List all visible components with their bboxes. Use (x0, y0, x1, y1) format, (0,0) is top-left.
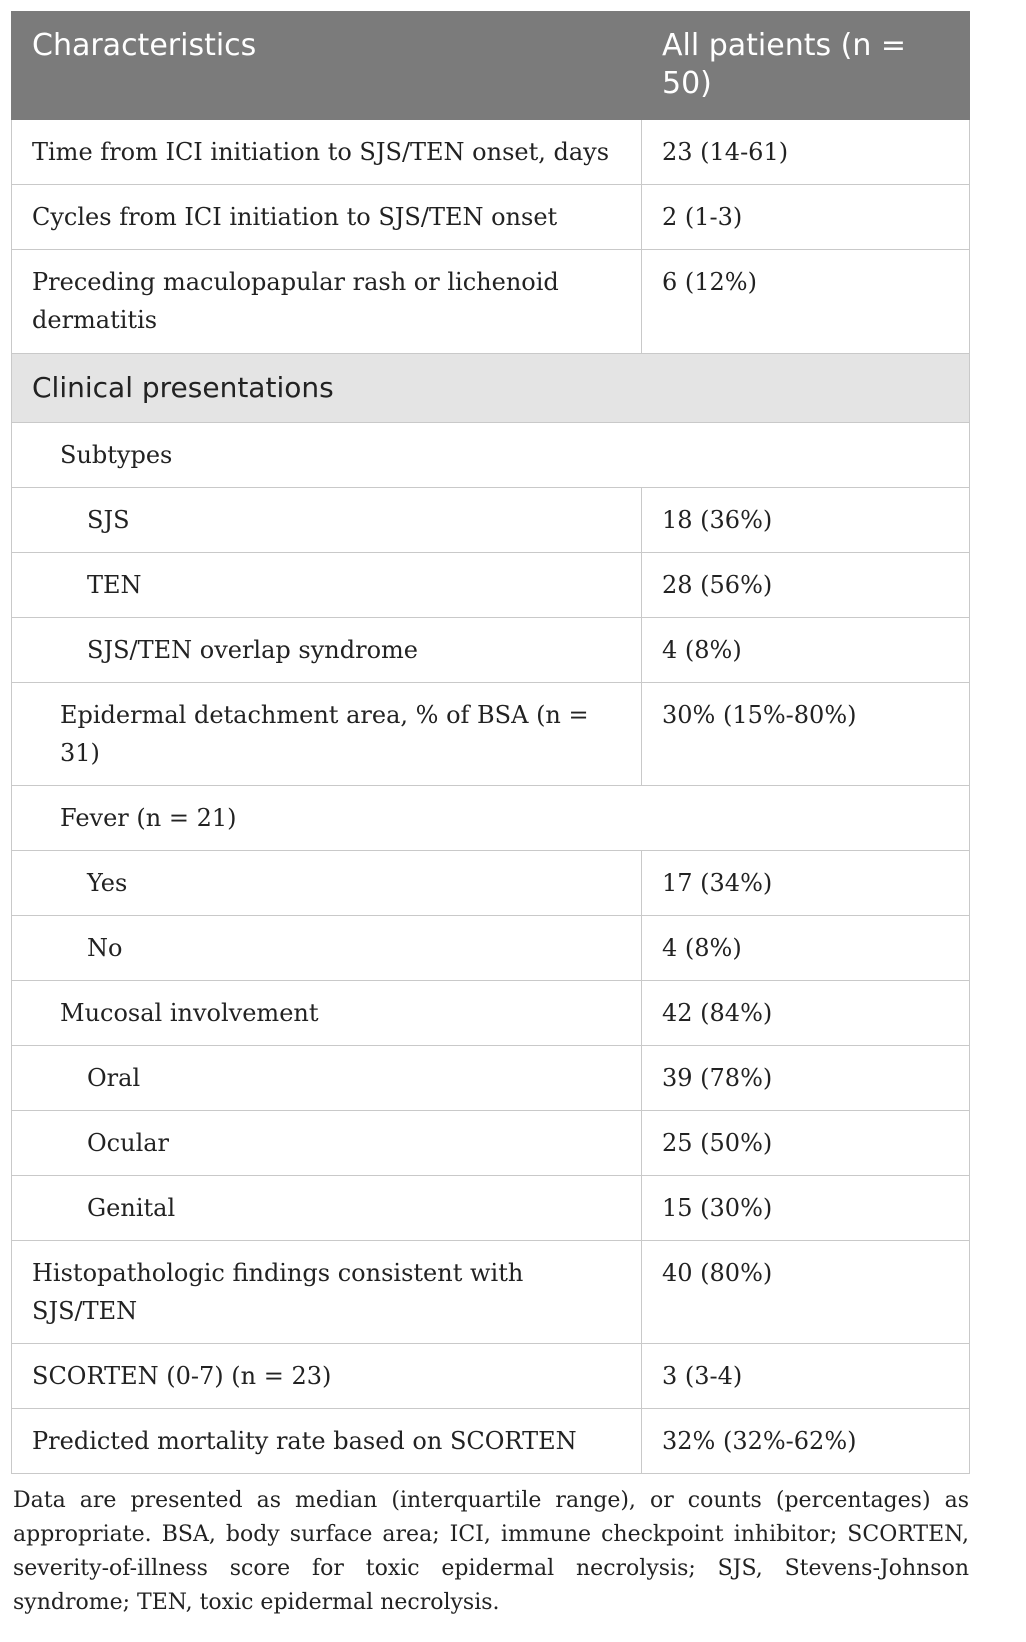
table-row (12, 1344, 970, 1409)
row-label: Genital (12, 1176, 642, 1241)
header-row (12, 12, 970, 120)
table-row (12, 185, 970, 250)
row-label: SJS/TEN overlap syndrome (12, 618, 642, 683)
table-row (12, 250, 970, 354)
table-row (12, 851, 970, 916)
row-value: 4 (8%) (642, 618, 970, 683)
table-row (12, 488, 970, 553)
row-label: Preceding maculopapular rash or lichenoid dermatitis (12, 250, 642, 354)
row-label: SJS (12, 488, 642, 553)
table-row (12, 1241, 970, 1344)
row-value: 30% (15%-80%) (642, 683, 970, 786)
row-value: 17 (34%) (642, 851, 970, 916)
table-row (12, 1111, 970, 1176)
row-label: Cycles from ICI initiation to SJS/TEN onset (12, 185, 642, 250)
row-value: 23 (14-61) (642, 120, 970, 185)
table-row (12, 423, 970, 488)
header-all-patients: All patients (n = 50) (642, 12, 970, 120)
section-row (12, 354, 970, 423)
row-value: 28 (56%) (642, 553, 970, 618)
section-title: Clinical presentations (12, 354, 970, 423)
characteristics-table (11, 11, 970, 1474)
row-value: 15 (30%) (642, 1176, 970, 1241)
table-row (12, 553, 970, 618)
row-value: 18 (36%) (642, 488, 970, 553)
row-label: Predicted mortality rate based on SCORTEN (12, 1409, 642, 1474)
table-row (12, 120, 970, 185)
table-row (12, 916, 970, 981)
table-row (12, 1409, 970, 1474)
row-label: TEN (12, 553, 642, 618)
row-value: 42 (84%) (642, 981, 970, 1046)
row-label: Epidermal detachment area, % of BSA (n = 31) (12, 683, 642, 786)
table-row (12, 683, 970, 786)
table-row (12, 786, 970, 851)
row-value: 4 (8%) (642, 916, 970, 981)
subgroup-label: Subtypes (12, 423, 970, 488)
row-label: Ocular (12, 1111, 642, 1176)
row-value: 3 (3-4) (642, 1344, 970, 1409)
table-row (12, 1046, 970, 1111)
row-label: Yes (12, 851, 642, 916)
row-value: 25 (50%) (642, 1111, 970, 1176)
row-value: 40 (80%) (642, 1241, 970, 1344)
table-row (12, 1176, 970, 1241)
table-row (12, 618, 970, 683)
table-footnote: Data are presented as median (interquartile range), or counts (percentages) as appropriate. BSA, body surface area; ICI, immune checkpoint inhibitor; SCORTEN, severity-of-illness score for toxic epidermal necrolysis; SJS, Stevens-Johnson syndrome; TEN, toxic epidermal necrolysis. (13, 1488, 969, 1615)
row-value: 39 (78%) (642, 1046, 970, 1111)
header-characteristics: Characteristics (12, 12, 642, 120)
table-container (11, 11, 969, 1642)
table-row (12, 981, 970, 1046)
row-label: Mucosal involvement (12, 981, 642, 1046)
row-label: Time from ICI initiation to SJS/TEN onset, days (12, 120, 642, 185)
subgroup-label: Fever (n = 21) (12, 786, 970, 851)
row-value: 32% (32%-62%) (642, 1409, 970, 1474)
row-label: Oral (12, 1046, 642, 1111)
row-label: SCORTEN (0-7) (n = 23) (12, 1344, 642, 1409)
row-value: 6 (12%) (642, 250, 970, 354)
row-label: No (12, 916, 642, 981)
row-label: Histopathologic findings consistent with SJS/TEN (12, 1241, 642, 1344)
row-value: 2 (1-3) (642, 185, 970, 250)
